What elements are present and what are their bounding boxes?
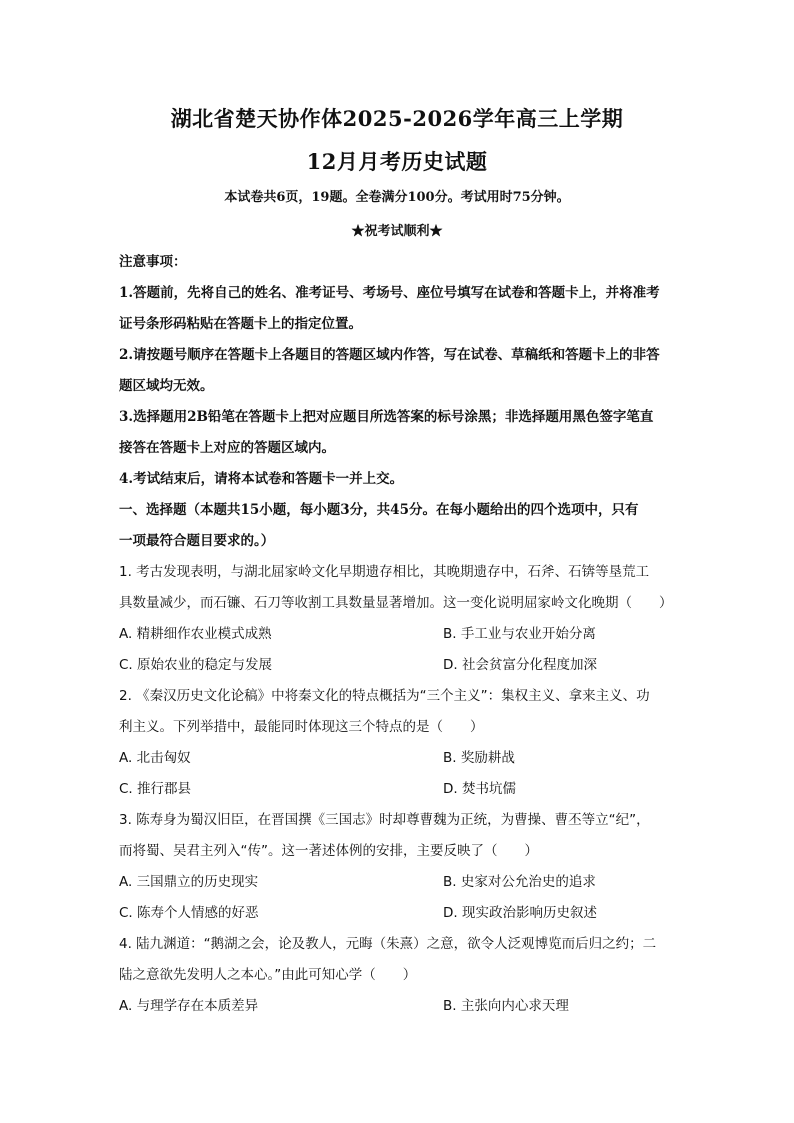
question-1-stem: 具数量减少，而石镰、石刀等收割工具数量显著增加。这一变化说明屈家岭文化晚期（ ） [119,595,673,611]
question-3-option-a: A. 三国鼎立的历史现实 [119,874,259,890]
question-2-option-d: D. 焚书坑儒 [443,781,516,797]
exam-blessing: ★祝考试顺利★ [351,224,443,239]
exam-title-line1: 湖北省楚天协作体2025-2026学年高三上学期 [170,106,624,131]
section-heading: 一、选择题（本题共15小题，每小题3分，共45分。在每小题给出的四个选项中，只有 [119,502,639,518]
question-4-stem: 4. 陆九渊道：“鹅湖之会，论及教人，元晦（朱熹）之意，欲令人泛观博览而后归之约；二 [119,936,657,952]
question-1-option-a: A. 精耕细作农业模式成熟 [119,626,272,642]
question-1-option-d: D. 社会贫富分化程度加深 [443,657,597,673]
question-3-stem: 而将蜀、吴君主列入“传”。这一著述体例的安排，主要反映了（ ） [119,843,538,859]
question-4-option-a: A. 与理学存在本质差异 [119,998,259,1014]
question-2-stem: 2. 《秦汉历史文化论稿》中将秦文化的特点概括为“三个主义”：集权主义、拿来主义、功 [119,688,650,704]
question-2-stem: 利主义。下列举措中，最能同时体现这三个特点的是（ ） [119,719,484,735]
question-2-option-c: C. 推行郡县 [119,781,192,797]
notes-line: 证号条形码粘贴在答题卡上的指定位置。 [119,316,362,332]
notes-line: 3.选择题用2B铅笔在答题卡上把对应题目所选答案的标号涂黑；非选择题用黑色签字笔直 [119,409,654,425]
notes-line: 2.请按题号顺序在答题卡上各题目的答题区域内作答，写在试卷、草稿纸和答题卡上的非答 [119,347,660,363]
notes-line: 4.考试结束后，请将本试卷和答题卡一并上交。 [119,471,404,487]
question-2-option-b: B. 奖励耕战 [443,750,515,766]
exam-meta: 本试卷共6页，19题。全卷满分100分。考试用时75分钟。 [224,190,570,205]
exam-title-line2: 12月月考历史试题 [306,149,488,174]
question-3-option-d: D. 现实政治影响历史叙述 [443,905,597,921]
question-4-option-b: B. 主张向内心求天理 [443,998,569,1014]
question-1-stem: 1. 考古发现表明，与湖北屈家岭文化早期遗存相比，其晚期遗存中，石斧、石锛等垦荒工 [119,564,650,580]
section-heading-cont: 一项最符合题目要求的。） [119,533,275,549]
question-1-option-b: B. 手工业与农业开始分离 [443,626,596,642]
question-4-stem: 陆之意欲先发明人之本心。”由此可知心学（ ） [119,967,417,983]
notes-line: 接答在答题卡上对应的答题区域内。 [119,440,335,456]
notes-heading: 注意事项： [119,254,187,270]
question-2-option-a: A. 北击匈奴 [119,750,191,766]
question-1-option-c: C. 原始农业的稳定与发展 [119,657,273,673]
question-3-option-b: B. 史家对公允治史的追求 [443,874,596,890]
notes-line: 1.答题前，先将自己的姓名、准考证号、考场号、座位号填写在试卷和答题卡上，并将准考 [119,285,660,301]
question-3-stem: 3. 陈寿身为蜀汉旧臣，在晋国撰《三国志》时却尊曹魏为正统，为曹操、曹丕等立“纪”， [119,812,650,828]
question-3-option-c: C. 陈寿个人情感的好恶 [119,905,259,921]
notes-line: 题区域均无效。 [119,378,214,394]
